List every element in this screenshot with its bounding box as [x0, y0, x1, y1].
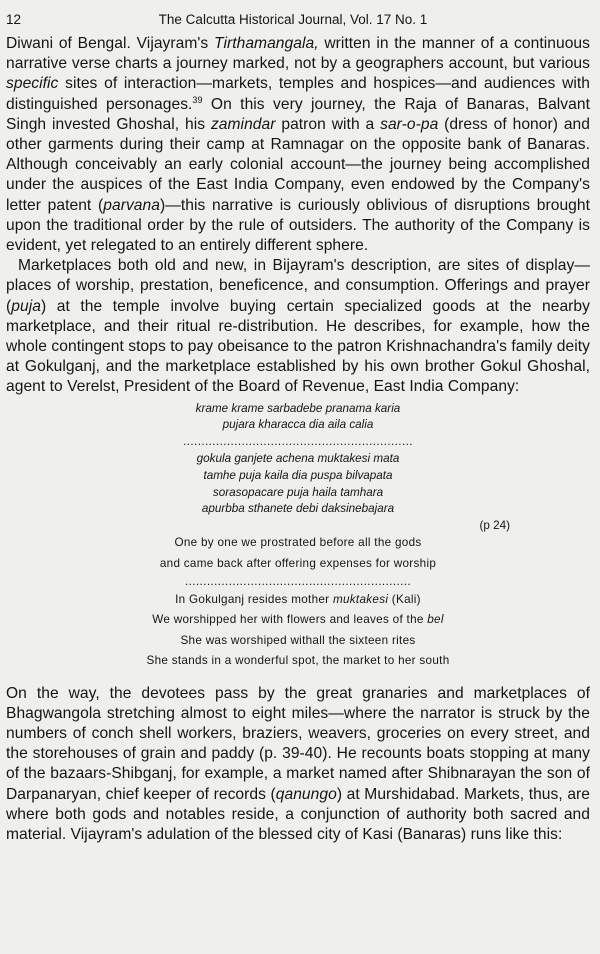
verse-translation — [6, 533, 590, 671]
bengali-verse — [6, 401, 590, 534]
translation-line: One by one we prostrated before all the gods — [174, 536, 422, 550]
translation-line: and came back after offering expenses for worship — [159, 556, 437, 570]
translation-line: She stands in a wonderful spot, the market to her south — [146, 654, 450, 668]
verse-line: gokula ganjete achena muktakesi mata — [196, 452, 400, 466]
verse-line: tamhe puja kaila dia puspa bilvapata — [203, 468, 393, 482]
translation-line: In Gokulganj resides mother muktakesi (Kali) — [175, 593, 421, 607]
verse-line: sorasopacare puja haila tamhara — [212, 485, 384, 499]
journal-title: The Calcutta Historical Journal, Vol. 17 No. 1 — [158, 12, 428, 27]
translation-ellipsis: .............................................................. — [184, 575, 412, 589]
paragraph-1: Diwani of Bengal. Vijayram's Tirthamangala, written in the manner of a continuous narrative verse charts a journey marked, not by a geographers account, but various specific sites of interaction—markets, temples and hospices—and audiences with distinguished personages.$^{39}$ On this very journey, the Raja of Banaras, Balvant Singh invested Ghoshal, his zamindar patron with a sar-o-pa (dress of honor) and other garments during their camp at Ramnagar on the opposite bank of Banaras. Although conceivably an early colonial account—the journey being accomplished under the auspices of the East India Company, even endowed by the Company's letter patent (parvana)—this narrative is curiously oblivious of disruptions brought upon the traditional order by the rule of outsiders. The authority of the Company is evident, yet relegated to an entirely different sphere. — [6, 35, 591, 255]
footnote-ref: 39 — [192, 94, 203, 105]
verse-ellipsis: ............................................................... — [183, 435, 413, 449]
verse-line: apurbba sthanete debi daksinebajara — [201, 502, 395, 516]
page-reference: (p 24) — [479, 519, 510, 533]
translation-line: She was worshiped withall the sixteen rites — [180, 633, 416, 647]
verse-line: krame krame sarbadebe pranama karia — [195, 401, 401, 415]
page-number: 12 — [6, 12, 22, 27]
paragraph-3: On the way, the devotees pass by the great granaries and marketplaces of Bhagwangola stretching almost to eight miles—where the narrator is struck by the numbers of conch shell workers, braziers, weavers, groceries on every street, and the storehouses of grain and paddy (p. 39-40). He recounts boats stopping at many of the bazaars-Shibganj, for example, a market named after Shibnarayan the son of Darpanaryan, chief keeper of records (qanungo) at Murshidabad. Markets, thus, are where both gods and notables reside, a conjunction of authority both sacred and material. Vijayram's adulation of the blessed city of Kasi (Banaras) runs like this: — [6, 684, 591, 844]
running-header — [6, 12, 588, 28]
verse-line: pujara kharacca dia aila calia — [222, 418, 374, 432]
translation-line: We worshipped her with flowers and leaves of the bel — [152, 613, 444, 627]
paragraph-2: Marketplaces both old and new, in Bijayram's description, are sites of display—places of worship, prestation, beneficence, and consumption. Offerings and prayer (puja) at the temple involve buying certain specialized goods at the nearby marketplace, and their ritual re-distribution. He describes, for example, how the whole contingent stops to pay obeisance to the patron Krishnachandra's family deity at Gokulganj, and the marketplace established by his own brother Gokul Ghoshal, agent to Verelst, President of the Board of Revenue, East India Company: — [6, 257, 590, 396]
